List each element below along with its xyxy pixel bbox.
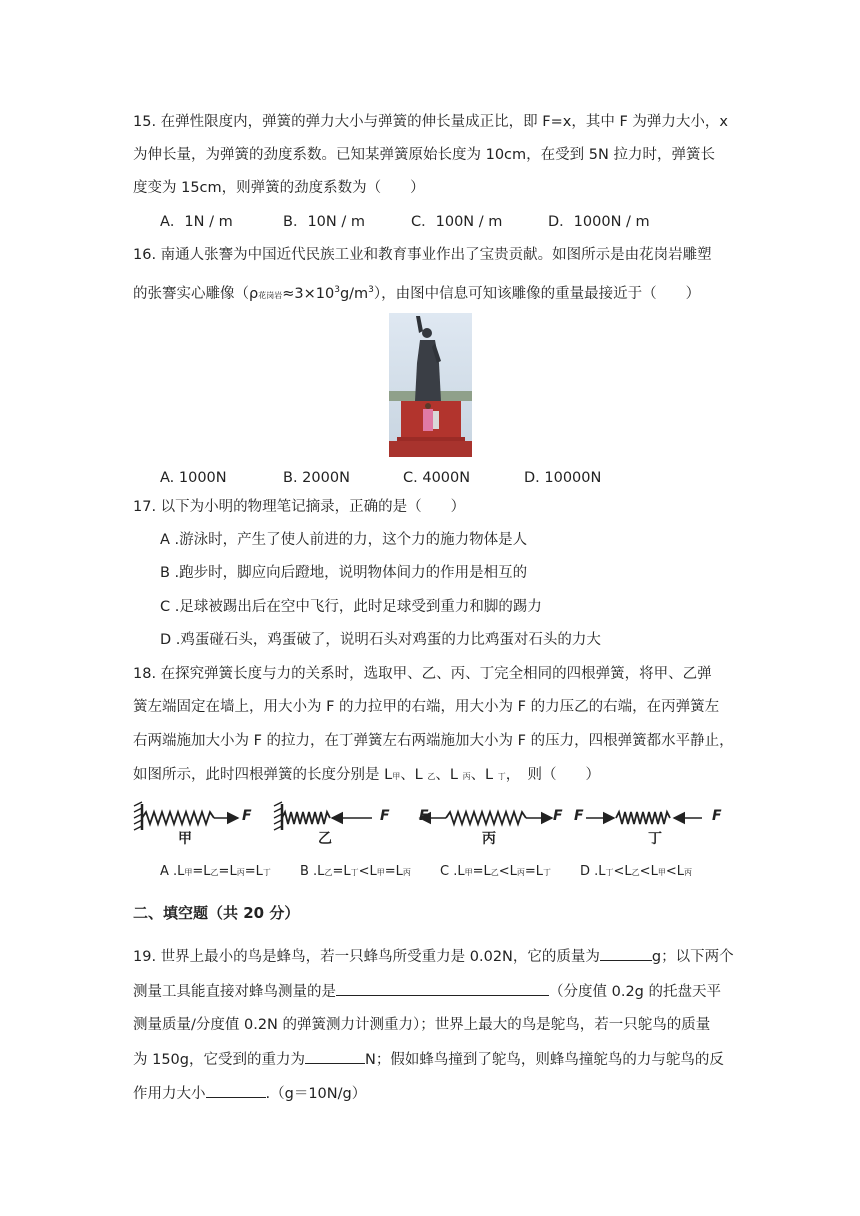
spring-ding <box>586 812 702 824</box>
spring-caption-jia: 甲 <box>178 831 192 847</box>
q18-option-b: B .L乙=L丁<L甲=L丙 <box>300 864 411 879</box>
springs-figure <box>130 800 730 852</box>
q16-option-b: B. 2000N <box>283 470 350 486</box>
q15-line-3: 度变为 15cm，则弹簧的劲度系数为（ ） <box>133 180 425 196</box>
q19-blank-1[interactable] <box>600 946 652 961</box>
q15-option-a: A．1N / m <box>160 214 233 230</box>
q16-option-a: A. 1000N <box>160 470 227 486</box>
q16-option-d: D. 10000N <box>524 470 602 486</box>
force-label-bing-left: F <box>419 808 429 824</box>
force-label-ding-right: F <box>712 808 722 824</box>
q19-blank-4[interactable] <box>206 1083 266 1098</box>
force-label-jia: F <box>242 808 252 824</box>
spring-bing <box>420 812 552 824</box>
spring-yi <box>274 802 372 830</box>
q19-line-4: 为 150g，它受到的重力为 N；假如蜂鸟撞到了鸵鸟，则蜂鸟撞鸵鸟的力与鸵鸟的反 <box>133 1049 724 1070</box>
spring-caption-bing: 丙 <box>482 831 496 847</box>
q17-option-b: B .跑步时，脚应向后蹬地，说明物体间力的作用是相互的 <box>160 565 528 581</box>
spring-caption-yi: 乙 <box>318 831 332 847</box>
q18-line-4: 如图所示，此时四根弹簧的长度分别是 L甲、L 乙、L 丙、L 丁， 则（ ） <box>133 767 600 783</box>
q19-blank-2[interactable] <box>336 981 549 996</box>
q15-line-2: 为伸长量，为弹簧的劲度系数。已知某弹簧原始长度为 10cm，在受到 5N 拉力时，弹簧长 <box>133 147 715 163</box>
q16-option-c: C. 4000N <box>403 470 471 486</box>
q19-line-5: 作用力大小 .（g＝10N/g） <box>133 1083 366 1104</box>
q19-line-2: 测量工具能直接对蜂鸟测量的是 （分度值 0.2g 的托盘天平 <box>133 981 721 1002</box>
q15-option-b: B．10N / m <box>283 214 365 230</box>
q18-option-a: A .L甲=L乙=L丙=L丁 <box>160 864 271 879</box>
q16-line-2: 的张謇实心雕像（ρ花岗岩$\approx 3\times 10^3g/m^3$），由图中信息可知该雕像的重量最接近于（ ） <box>133 285 701 302</box>
section-title: 二、填空题（共 20 分） <box>133 904 300 922</box>
spring-jia <box>134 802 238 830</box>
q17-stem: 17. 以下为小明的物理笔记摘录，正确的是（ ） <box>133 499 466 515</box>
q18-line-2: 簧左端固定在墙上，用大小为 F 的力拉甲的右端，用大小为 F 的力压乙的右端，在丙弹簧左 <box>133 699 720 715</box>
force-label-ding-left: F <box>574 808 584 824</box>
q18-line-3: 右两端施加大小为 F 的拉力，在丁弹簧左右两端施加大小为 F 的压力，四根弹簧都水平静止， <box>133 733 734 749</box>
spring-caption-ding: 丁 <box>648 831 662 847</box>
force-label-yi: F <box>380 808 390 824</box>
q17-option-d: D .鸡蛋碰石头，鸡蛋破了，说明石头对鸡蛋的力比鸡蛋对石头的力大 <box>160 632 601 648</box>
q15-option-c: C．100N / m <box>411 214 503 230</box>
q15-option-d: D．1000N / m <box>548 214 650 230</box>
q18-line-1: 18. 在探究弹簧长度与力的关系时，选取甲、乙、丙、丁完全相同的四根弹簧，将甲、乙弹 <box>133 666 712 682</box>
q18-option-d: D .L丁<L乙<L甲<L丙 <box>580 864 692 879</box>
q19-blank-3[interactable] <box>305 1049 365 1064</box>
q16-line-1: 16. 南通人张謇为中国近代民族工业和教育事业作出了宝贵贡献。如图所示是由花岗岩雕塑 <box>133 247 712 263</box>
q17-option-c: C .足球被踢出后在空中飞行，此时足球受到重力和脚的踢力 <box>160 599 542 615</box>
q19-line-1: 19. 世界上最小的鸟是蜂鸟，若一只蜂鸟所受重力是 0.02N，它的质量为 g；以下两个 <box>133 946 734 967</box>
statue-photo <box>389 313 472 457</box>
force-label-bing-right: F <box>553 808 563 824</box>
q18-option-c: C .L甲=L乙<L丙=L丁 <box>440 864 552 879</box>
q19-line-3: 测量质量/分度值 0.2N 的弹簧测力计测重力）；世界上最大的鸟是鸵鸟，若一只鸵鸟的质量 <box>133 1017 711 1033</box>
q17-option-a: A .游泳时，产生了使人前进的力，这个力的施力物体是人 <box>160 532 528 548</box>
q15-line-1: 15. 在弹性限度内，弹簧的弹力大小与弹簧的伸长量成正比，即 F=x，其中 F 为弹力大小，x <box>133 114 728 130</box>
